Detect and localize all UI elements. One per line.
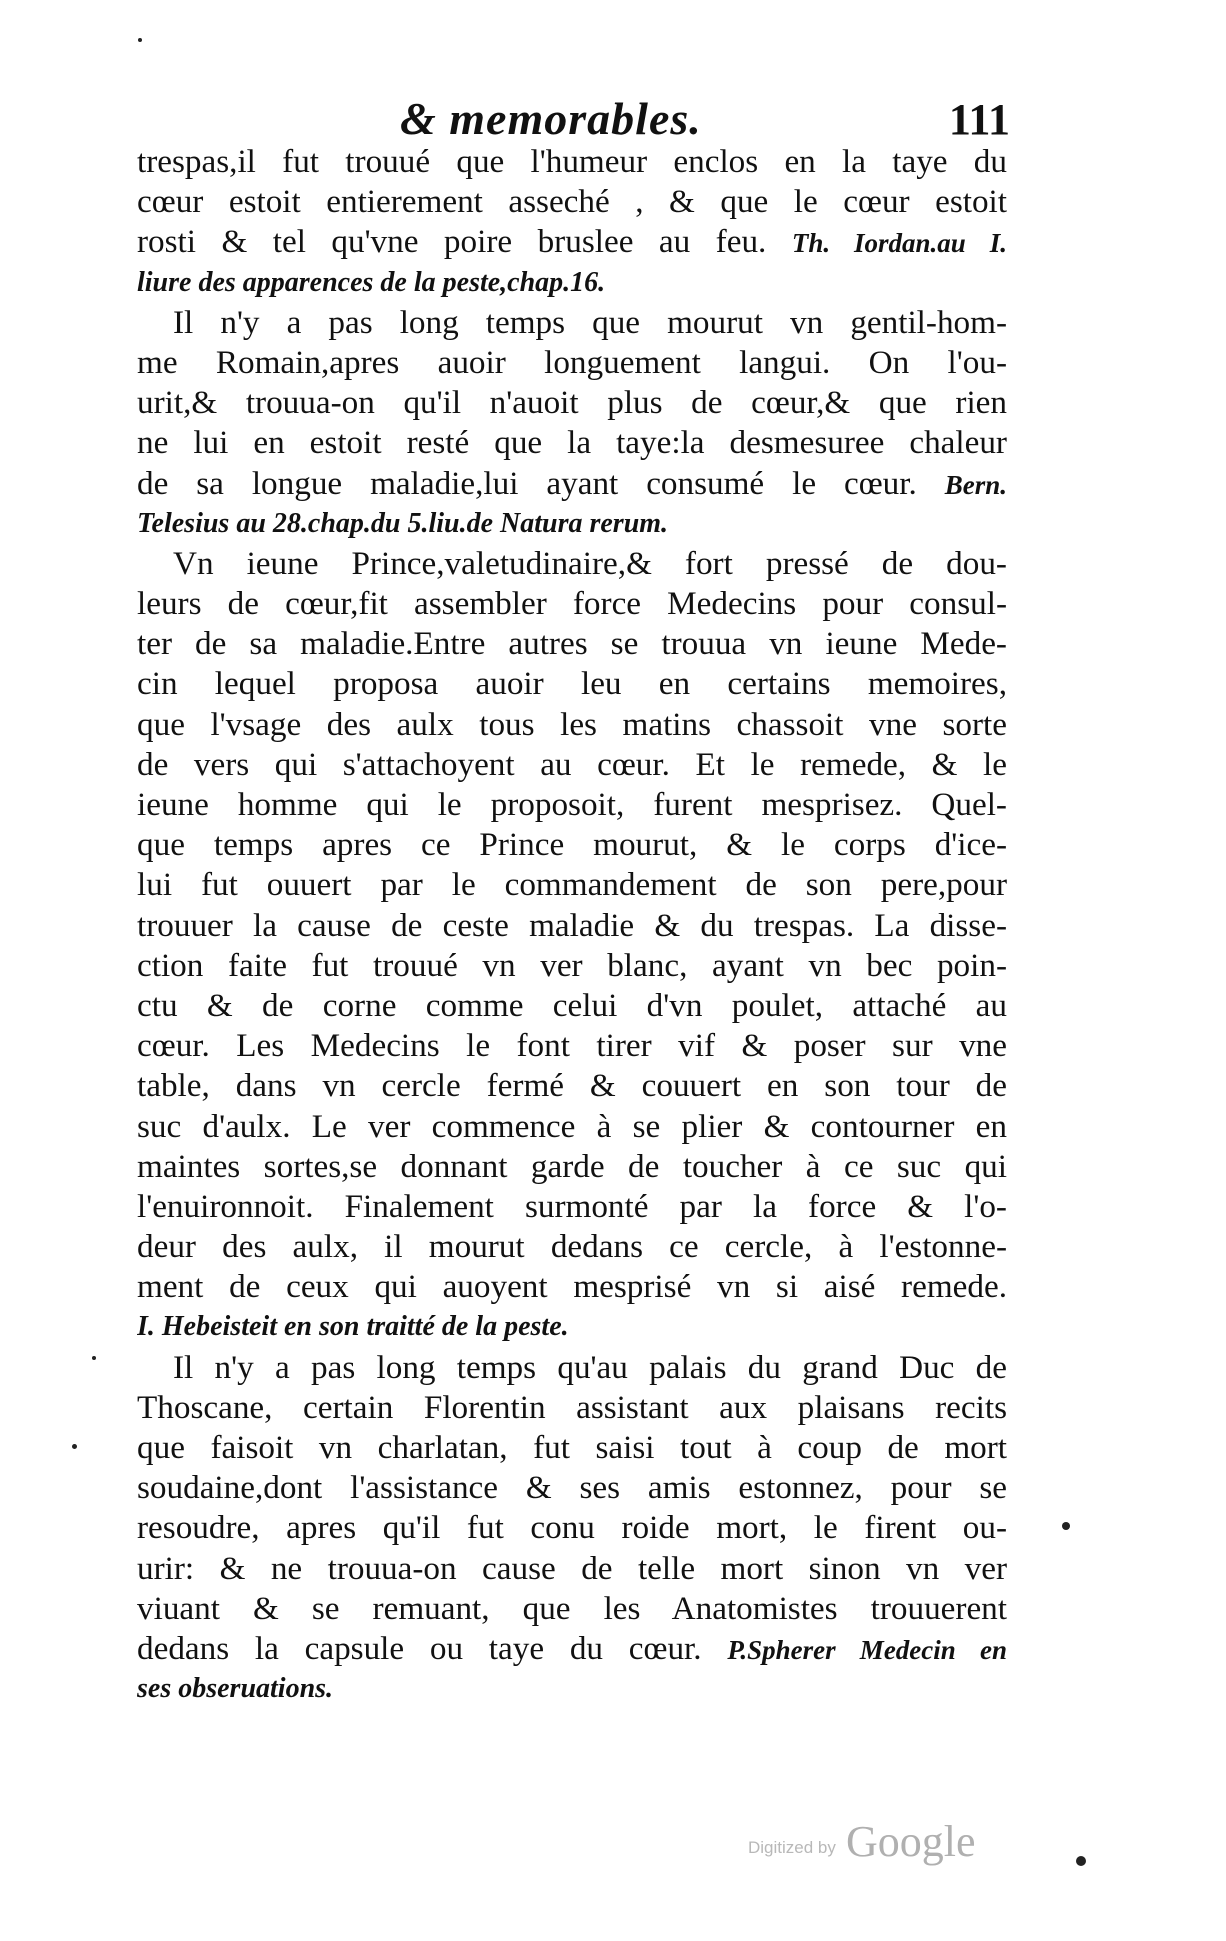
line-text: ne lui en estoit resté que la taye:la desmesuree chaleur	[137, 424, 1007, 462]
line-text: cin lequel proposa auoir leu en certains memoires,	[137, 665, 1007, 703]
text-line	[137, 222, 1007, 262]
line-text: ction faite fut trouué vn ver blanc, ayant vn bec poin-	[137, 946, 1007, 984]
line-text: Vn ieune Prince,valetudinaire,& fort pressé de dou-	[173, 544, 1007, 582]
text-line	[137, 544, 1007, 584]
text-line	[137, 423, 1007, 463]
line-text: l'enuironnoit. Finalement surmonté par la force & l'o-	[137, 1187, 1007, 1225]
line-text: viuant & se remuant, que les Anatomistes trouuerent	[137, 1589, 1007, 1627]
text-line	[137, 1187, 1007, 1227]
text-line	[137, 383, 1007, 423]
line-text: trouuer la cause de ceste maladie & du trespas. La disse-	[137, 906, 1007, 944]
text-line	[137, 986, 1007, 1026]
line-text: leurs de cœur,fit assembler force Medecins pour consul-	[137, 585, 1007, 623]
line-text: dedans la capsule ou taye du cœur.	[137, 1629, 702, 1667]
body-text	[137, 142, 1007, 1709]
text-line	[137, 263, 1007, 303]
text-line	[137, 946, 1007, 986]
line-text: I. Hebeisteit en son traitté de la peste.	[137, 1311, 569, 1343]
line-text: rosti & tel qu'vne poire bruslee au feu.	[137, 223, 767, 261]
line-text: ment de ceux qui auoyent mesprisé vn si aisé remede.	[137, 1268, 1007, 1306]
text-line	[137, 745, 1007, 785]
text-line	[137, 343, 1007, 383]
line-text: Telesius au 28.chap.du 5.liu.de Natura rerum.	[137, 507, 669, 539]
text-line	[137, 1227, 1007, 1267]
line-text: resoudre, apres qu'il fut conu roide mort, le firent ou-	[137, 1509, 1007, 1547]
line-text: table, dans vn cercle fermé & couuert en son tour de	[137, 1067, 1007, 1105]
scan-speck	[1062, 1522, 1070, 1530]
margin-citation: Bern.	[944, 469, 1007, 500]
line-text: ctu & de corne comme celui d'vn poulet, attaché au	[137, 986, 1007, 1024]
line-text: que temps apres ce Prince mourut, & le corps d'ice-	[137, 826, 1007, 864]
text-line	[137, 1629, 1007, 1669]
text-line	[137, 1508, 1007, 1548]
text-line	[137, 705, 1007, 745]
line-text: soudaine,dont l'assistance & ses amis estonnez, pour se	[137, 1469, 1007, 1507]
google-watermark: Google	[846, 1817, 976, 1866]
margin-citation: Th. Iordan.au I.	[791, 228, 1007, 259]
line-text: me Romain,apres auoir longuement langui. On l'ou-	[137, 343, 1007, 381]
line-text: Thoscane, certain Florentin assistant aux plaisans recits	[137, 1388, 1007, 1426]
text-line	[137, 1107, 1007, 1147]
text-line	[137, 865, 1007, 905]
text-line	[137, 664, 1007, 704]
text-line	[137, 1147, 1007, 1187]
line-text: de vers qui s'attachoyent au cœur. Et le remede, & le	[137, 745, 1007, 783]
scan-speck	[138, 38, 142, 42]
line-text: Il n'y a pas long temps qu'au palais du grand Duc de	[173, 1348, 1007, 1386]
scan-speck	[1076, 1856, 1086, 1866]
line-text: suc d'aulx. Le ver commence à se plier & contourner en	[137, 1107, 1007, 1145]
text-line	[137, 584, 1007, 624]
line-text: maintes sortes,se donnant garde de toucher à ce suc qui	[137, 1147, 1007, 1185]
line-text: cœur estoit entierement asseché , & que le cœur estoit	[137, 183, 1007, 221]
line-text: que l'vsage des aulx tous les matins chassoit vne sorte	[137, 705, 1007, 743]
text-line	[137, 906, 1007, 946]
text-line	[137, 464, 1007, 504]
running-title: & memorables.	[400, 93, 702, 144]
text-line	[137, 1307, 1007, 1347]
text-line	[137, 825, 1007, 865]
line-text: de sa longue maladie,lui ayant consumé le cœur.	[137, 464, 917, 502]
line-text: Il n'y a pas long temps que mourut vn gentil-hom-	[173, 303, 1007, 341]
text-line	[137, 504, 1007, 544]
line-text: lui fut ouuert par le commandement de son pere,pour	[137, 866, 1007, 904]
scan-speck	[72, 1444, 77, 1449]
margin-citation: P.Spherer Medecin en	[727, 1634, 1007, 1665]
line-text: deur des aulx, il mourut dedans ce cercle, à l'estonne-	[137, 1228, 1007, 1266]
line-text: liure des apparences de la peste,chap.16.	[137, 266, 606, 298]
line-text: urit,& trouua-on qu'il n'auoit plus de cœur,& que rien	[137, 384, 1007, 422]
text-line	[137, 1669, 1007, 1709]
text-line	[137, 1026, 1007, 1066]
line-text: cœur. Les Medecins le font tirer vif & poser sur vne	[137, 1027, 1007, 1065]
line-text: ses obseruations.	[137, 1673, 334, 1705]
text-line	[137, 1388, 1007, 1428]
text-line	[137, 624, 1007, 664]
line-text: ter de sa maladie.Entre autres se trouua vn ieune Mede-	[137, 625, 1007, 663]
text-line	[137, 1267, 1007, 1307]
text-line	[137, 1066, 1007, 1106]
line-text: urir: & ne trouua-on cause de telle mort sinon vn ver	[137, 1549, 1007, 1587]
digitized-label: Digitized by	[748, 1838, 836, 1857]
text-line	[137, 785, 1007, 825]
text-line	[137, 182, 1007, 222]
line-text: ieune homme qui le proposoit, furent mesprisez. Quel-	[137, 786, 1007, 823]
line-text: que faisoit vn charlatan, fut saisi tout à coup de mort	[137, 1429, 1007, 1466]
text-line	[137, 1428, 1007, 1468]
text-line	[137, 1468, 1007, 1508]
line-text: trespas,il fut trouué que l'humeur enclos en la taye du	[137, 143, 1007, 180]
text-line	[137, 1348, 1007, 1388]
text-line	[137, 1549, 1007, 1589]
page-number: 111	[948, 95, 1010, 144]
text-line	[137, 1589, 1007, 1629]
text-line	[137, 142, 1007, 182]
scan-speck	[92, 1356, 96, 1360]
text-line	[137, 303, 1007, 343]
